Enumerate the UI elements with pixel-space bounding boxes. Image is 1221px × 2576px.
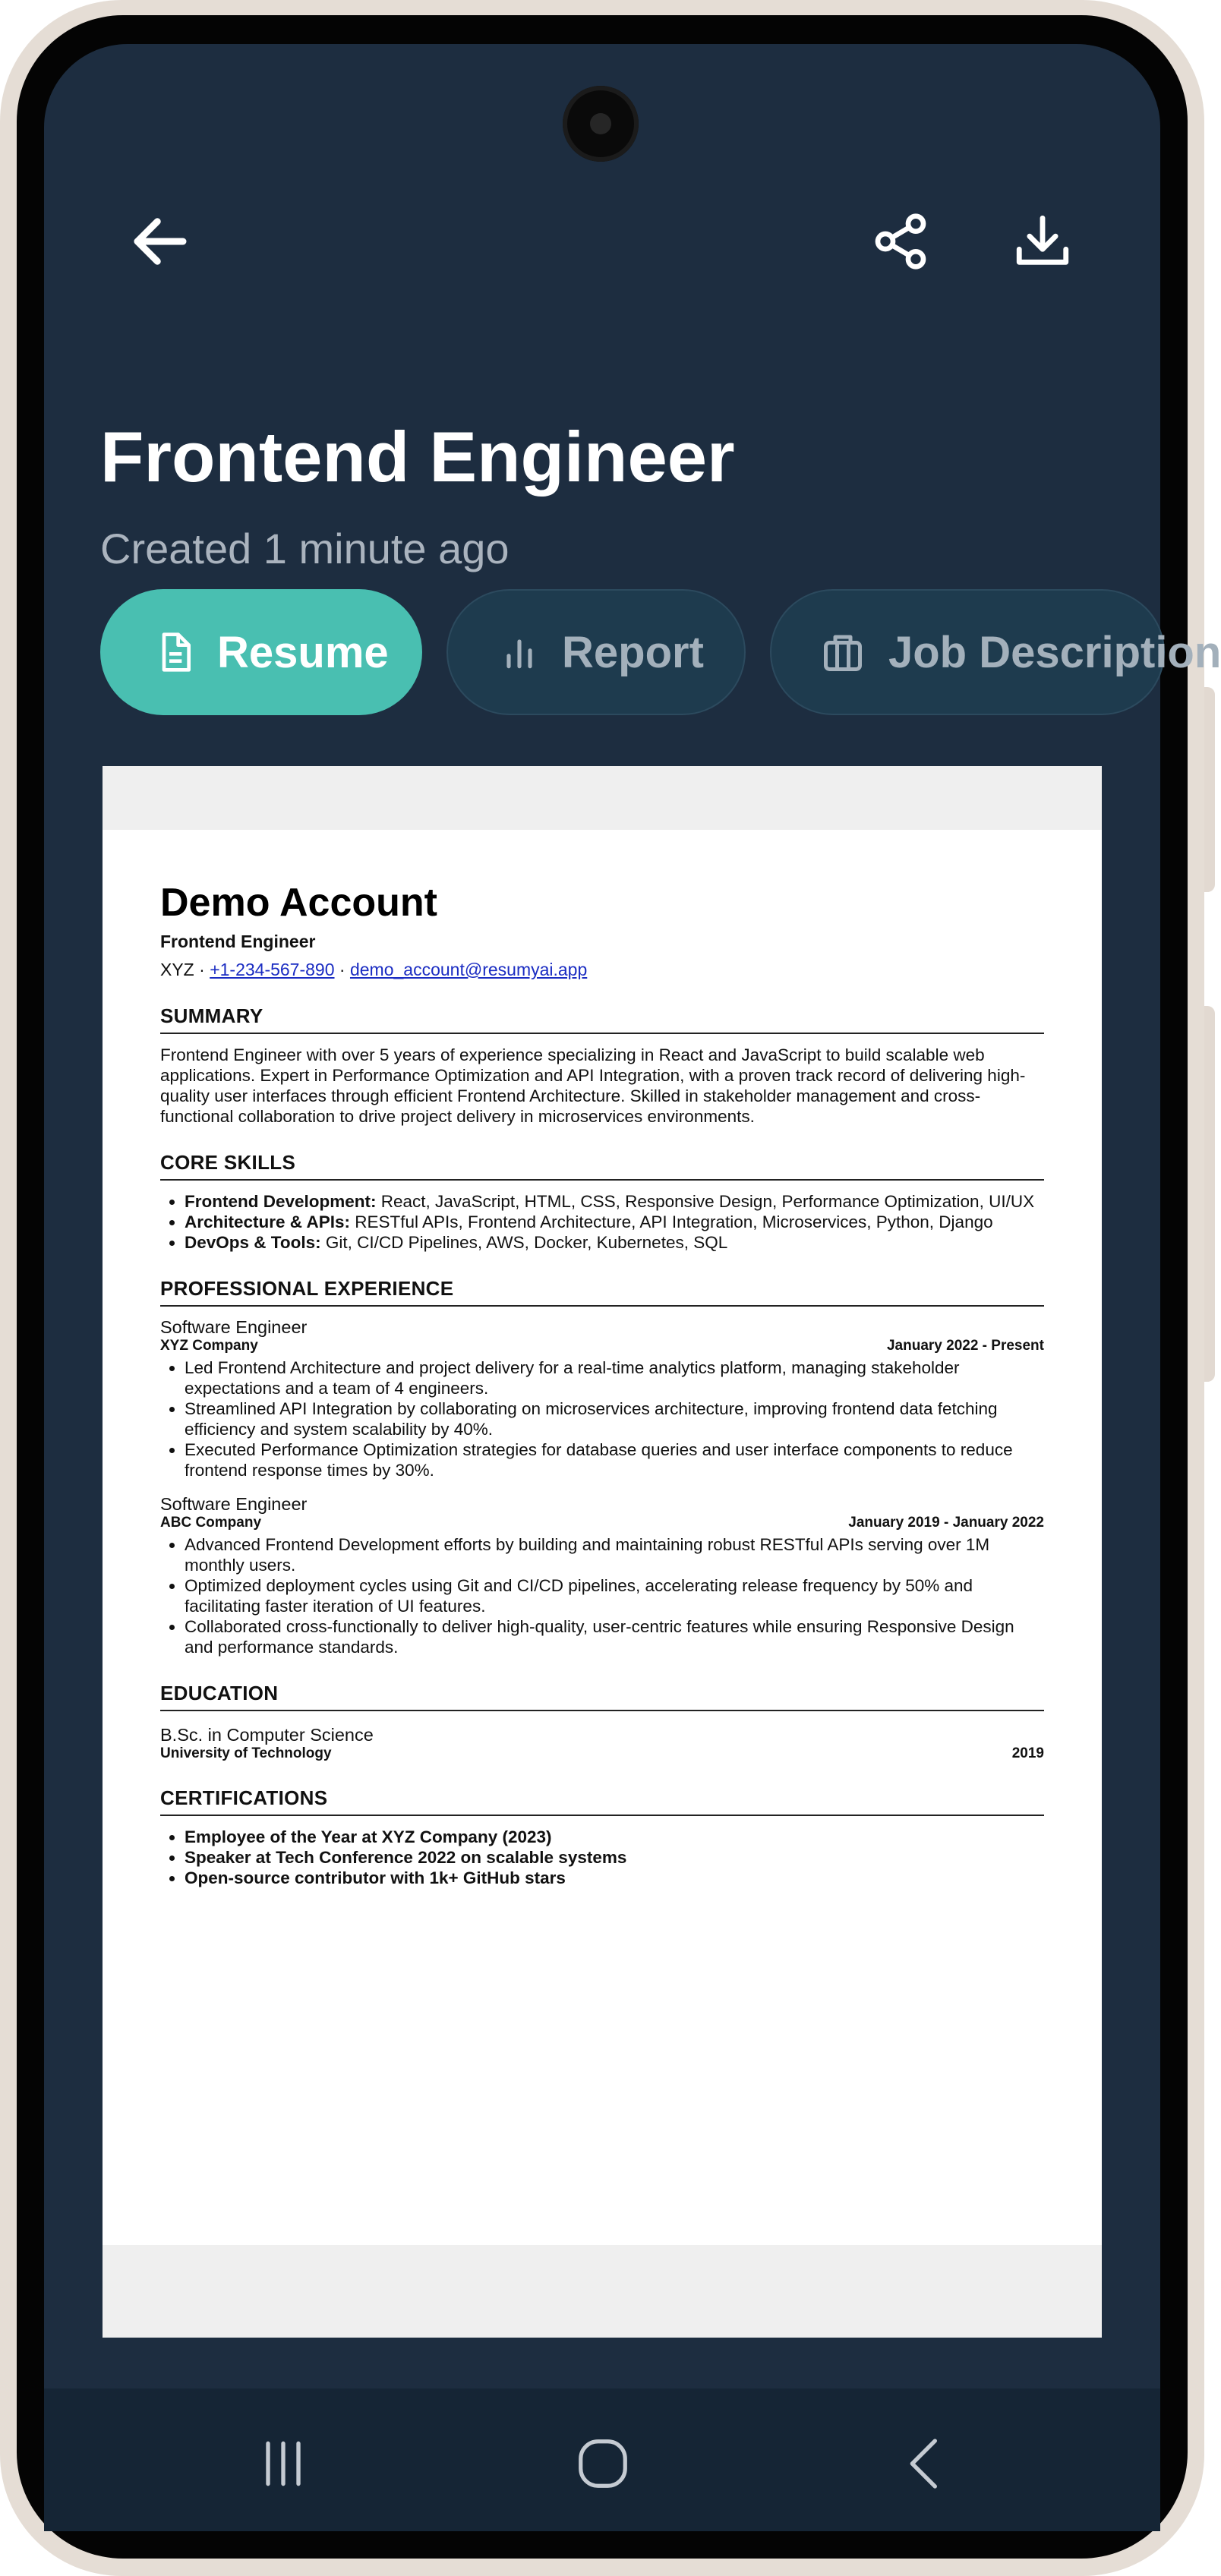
tab-bar: [100, 589, 1221, 717]
arrow-left-icon: [126, 207, 194, 276]
download-icon: [1011, 210, 1074, 273]
resume-location: XYZ: [160, 960, 194, 979]
summary-heading: SUMMARY: [160, 1004, 1044, 1034]
home-button[interactable]: [557, 2429, 648, 2498]
job-meta: [160, 1515, 1044, 1531]
job-company: XYZ Company: [160, 1338, 258, 1354]
education-meta: [160, 1745, 1044, 1762]
front-camera: [563, 86, 639, 162]
skill-text: RESTful APIs, Frontend Architecture, API Integration, Microservices, Python, Django: [349, 1212, 993, 1231]
created-timestamp: Created 1 minute ago: [100, 525, 510, 572]
resume-preview[interactable]: [103, 766, 1102, 2338]
job-company: ABC Company: [160, 1515, 262, 1531]
job-bullet: • Optimized deployment cycles using Git and CI/CD pipelines, accelerating release frequency by 50% and facilitating faster iteration of UI features.: [185, 1575, 1044, 1616]
resume-phone-link[interactable]: +1-234-567-890: [210, 960, 335, 979]
skill-text: Git, CI/CD Pipelines, AWS, Docker, Kubernetes, SQL: [320, 1233, 728, 1252]
certification-item: • Speaker at Tech Conference 2022 on scalable systems: [185, 1847, 1044, 1868]
side-button-bottom: [1204, 1006, 1215, 1382]
job-title: Software Engineer: [160, 1317, 308, 1337]
job-meta: [160, 1338, 1044, 1354]
tab-resume-label: Resume: [217, 627, 389, 677]
resume-contact: [160, 960, 1044, 980]
contact-separator: ·: [194, 960, 210, 979]
tab-report[interactable]: [446, 589, 746, 715]
nav-back-button[interactable]: [879, 2429, 970, 2498]
education-degree: B.Sc. in Computer Science: [160, 1725, 374, 1745]
skill-label: DevOps & Tools:: [185, 1233, 321, 1252]
education-year: 2019: [1011, 1745, 1044, 1761]
skill-item: [185, 1191, 1044, 1212]
job-dates: January 2019 - January 2022: [848, 1515, 1044, 1531]
job-bullet: • Executed Performance Optimization strategies for database queries and user interface components to reduce frontend response times by 30%.: [185, 1439, 1044, 1480]
job-bullets: [160, 1534, 1044, 1657]
job-dates: January 2022 - Present: [886, 1338, 1044, 1354]
recents-icon: [253, 2433, 314, 2494]
preview-top-margin: [103, 766, 1102, 830]
job-bullet: • Collaborated cross-functionally to deliver high-quality, user-centric features while ensuring Responsive Design and performance standards.: [185, 1616, 1044, 1657]
download-button[interactable]: [1001, 200, 1084, 283]
education-school: University of Technology: [160, 1745, 332, 1761]
tab-report-label: Report: [562, 627, 704, 677]
resume-role: Frontend Engineer: [160, 932, 316, 951]
share-button[interactable]: [859, 200, 942, 283]
tab-resume[interactable]: [100, 589, 422, 715]
document-icon: [153, 628, 196, 676]
job-entry: [160, 1317, 1044, 1480]
skill-label: Frontend Development:: [185, 1192, 377, 1211]
job-bullets: [160, 1357, 1044, 1480]
tab-job-description[interactable]: [770, 589, 1221, 715]
screen: [44, 44, 1221, 2531]
back-button[interactable]: [118, 200, 202, 283]
job-entry: [160, 1494, 1044, 1657]
summary-text: Frontend Engineer with over 5 years of experience specializing in React and JavaScript to build scalable web applications. Expert in Performance Optimization and API Integration, with a proven track record of delivering high-quality user interfaces through efficient Frontend Architecture. Skilled in stakeholder management and cross-functional collaboration to drive project delivery in microservices environments.: [160, 1045, 1026, 1126]
side-button-top: [1204, 687, 1215, 892]
job-bullet: • Led Frontend Architecture and project delivery for a real-time analytics platform, managing stakeholder expectations and a team of 4 engineers.: [185, 1357, 1044, 1398]
job-title: Software Engineer: [160, 1494, 308, 1514]
education-heading: EDUCATION: [160, 1682, 1044, 1711]
experience-heading: PROFESSIONAL EXPERIENCE: [160, 1277, 1044, 1307]
share-icon: [870, 211, 931, 272]
resume-email-link[interactable]: demo_account@resumyai.app: [349, 960, 588, 979]
back-chevron-icon: [894, 2433, 955, 2494]
certifications-heading: CERTIFICATIONS: [160, 1786, 1044, 1816]
skill-item: [185, 1232, 1044, 1253]
job-bullet: • Advanced Frontend Development efforts by building and maintaining robust RESTful APIs serving over 1M monthly users.: [185, 1534, 1044, 1575]
home-icon: [573, 2434, 633, 2493]
tab-job-description-label: Job Description: [888, 627, 1221, 677]
certification-item: • Employee of the Year at XYZ Company (2023): [185, 1827, 1044, 1847]
skill-text: React, JavaScript, HTML, CSS, Responsive Design, Performance Optimization, UI/UX: [376, 1192, 1035, 1211]
resume-name: Demo Account: [160, 881, 437, 925]
skill-label: Architecture & APIs:: [185, 1212, 350, 1231]
skills-list: [160, 1191, 1044, 1253]
skill-item: [185, 1212, 1044, 1232]
recents-button[interactable]: [238, 2429, 329, 2498]
preview-bottom-margin: [103, 2245, 1102, 2338]
contact-separator: ·: [334, 960, 350, 979]
page-title: Frontend Engineer: [100, 417, 735, 497]
certifications-list: [160, 1827, 1044, 1888]
resume-page: [160, 881, 1044, 1888]
certification-item: • Open-source contributor with 1k+ GitHub stars: [185, 1868, 1044, 1888]
system-nav-bar: [44, 2388, 1160, 2531]
bar-chart-icon: [498, 629, 541, 675]
briefcase-icon: [819, 629, 867, 675]
job-bullet: • Streamlined API Integration by collaborating on microservices architecture, improving frontend data fetching efficiency and system scalability by 40%.: [185, 1398, 1044, 1439]
skills-heading: CORE SKILLS: [160, 1151, 1044, 1181]
